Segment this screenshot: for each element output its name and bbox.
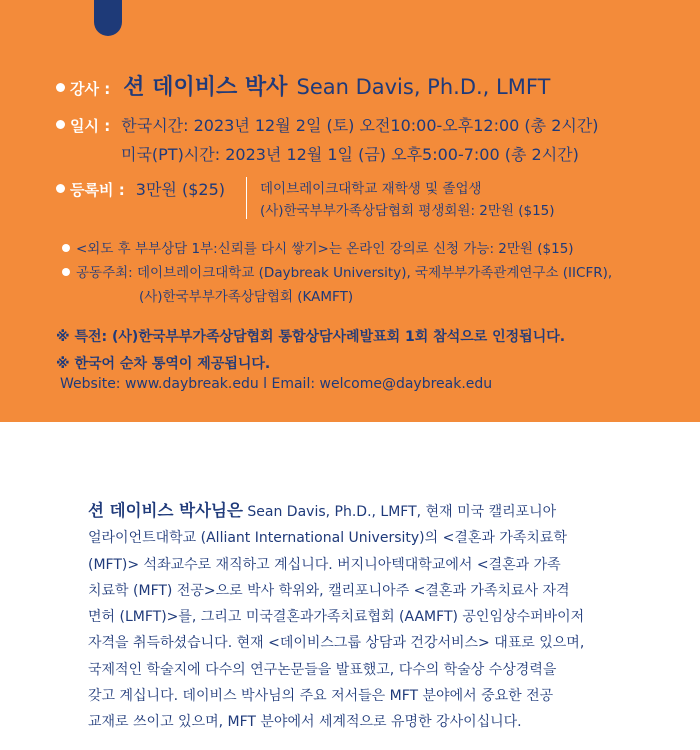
fee-discount-1: 데이브레이크대학교 재학생 및 졸업생 (260, 181, 482, 197)
bio-line-1: Sean Davis, Ph.D., LMFT, 현재 미국 캘리포니아 (242, 504, 557, 520)
bio-line-9: 교재로 쓰이고 있으며, MFT 분야에서 세계적으로 유명한 강사이십니다. (88, 714, 522, 731)
date-label: 일시 : (70, 117, 111, 135)
date-korea: 한국시간: 2023년 12월 2일 (토) 오전10:00-오후12:00 (총 2시간) (121, 116, 599, 135)
cohost-item (62, 261, 612, 281)
contact-line: Website: www.daybreak.edu l Email: welcome@daybreak.edu (60, 376, 493, 392)
bio-line-8: 갖고 계십니다. 데이비스 박사님의 주요 저서들은 MFT 분야에서 중요한 전공 (88, 688, 554, 705)
bullet-icon (56, 83, 65, 92)
bio-line-7: 국제적인 학술지에 다수의 연구논문들을 발표했고, 다수의 학술상 수상경력을 (88, 661, 557, 678)
special-note: ※ 특전: (사)한국부부가족상담협회 통합상담사례발표회 1회 참석으로 인정됩니다. (56, 329, 566, 345)
bullet-icon (56, 184, 65, 193)
speaker-name-en: Sean Davis, Ph.D., LMFT (296, 75, 551, 99)
speaker-bio (88, 498, 648, 736)
cohost-text-line2: (사)한국부부가족상담협회 (KAMFT) (139, 289, 354, 305)
bio-lead: 션 데이비스 박사님은 (88, 501, 243, 520)
interpretation-note: ※ 한국어 순차 통역이 제공됩니다. (56, 356, 271, 372)
speaker-label: 강사 : (70, 80, 111, 98)
bio-line-3: (MFT)> 석좌교수로 재직하고 계십니다. 버지니아텍대학교에서 <결혼과 가족 (88, 556, 561, 573)
bullet-icon (62, 268, 70, 276)
bio-line-5: 면허 (LMFT)>를, 그리고 미국결혼과가족치료협회 (AAMFT) 공인임상수퍼바이저 (88, 609, 585, 626)
online-course-item (62, 237, 574, 257)
bio-line (88, 498, 648, 525)
speaker-name-ko: 션 데이비스 박사 (123, 75, 288, 100)
bio-line-4: 치료학 (MFT) 전공>으로 박사 학위와, 캘리포니아주 <결혼과 가족치료사 자격 (88, 582, 570, 599)
bookmark-tab (94, 0, 122, 36)
bio-line-6: 자격을 취득하셨습니다. 현재 <데이비스그룹 상담과 건강서비스> 대표로 있으며, (88, 635, 585, 652)
bullet-icon (56, 120, 65, 129)
fee-amount: 3만원 ($25) (135, 180, 225, 199)
fee-label: 등록비 : (70, 181, 125, 199)
fee-row (56, 177, 225, 200)
fee-divider (246, 177, 247, 219)
bullet-icon (62, 244, 70, 252)
speaker-row (56, 70, 550, 101)
cohost-text: 공동주최: 데이브레이크대학교 (Daybreak University), 국제부부가족관계연구소 (IICFR), (76, 265, 613, 281)
fee-discount-2: (사)한국부부가족상담협회 평생회원: 2만원 ($15) (260, 203, 555, 219)
bio-line-2: 얼라이언트대학교 (Alliant International University)의 <결혼과 가족치료학 (88, 530, 567, 547)
date-row (56, 113, 599, 136)
online-course-text: <외도 후 부부상담 1부:신뢰를 다시 쌓기>는 온라인 강의로 신청 가능: 2만원 ($15) (76, 241, 574, 257)
date-pt: 미국(PT)시간: 2023년 12월 1일 (금) 오후5:00-7:00 (총 2시간) (121, 145, 579, 164)
